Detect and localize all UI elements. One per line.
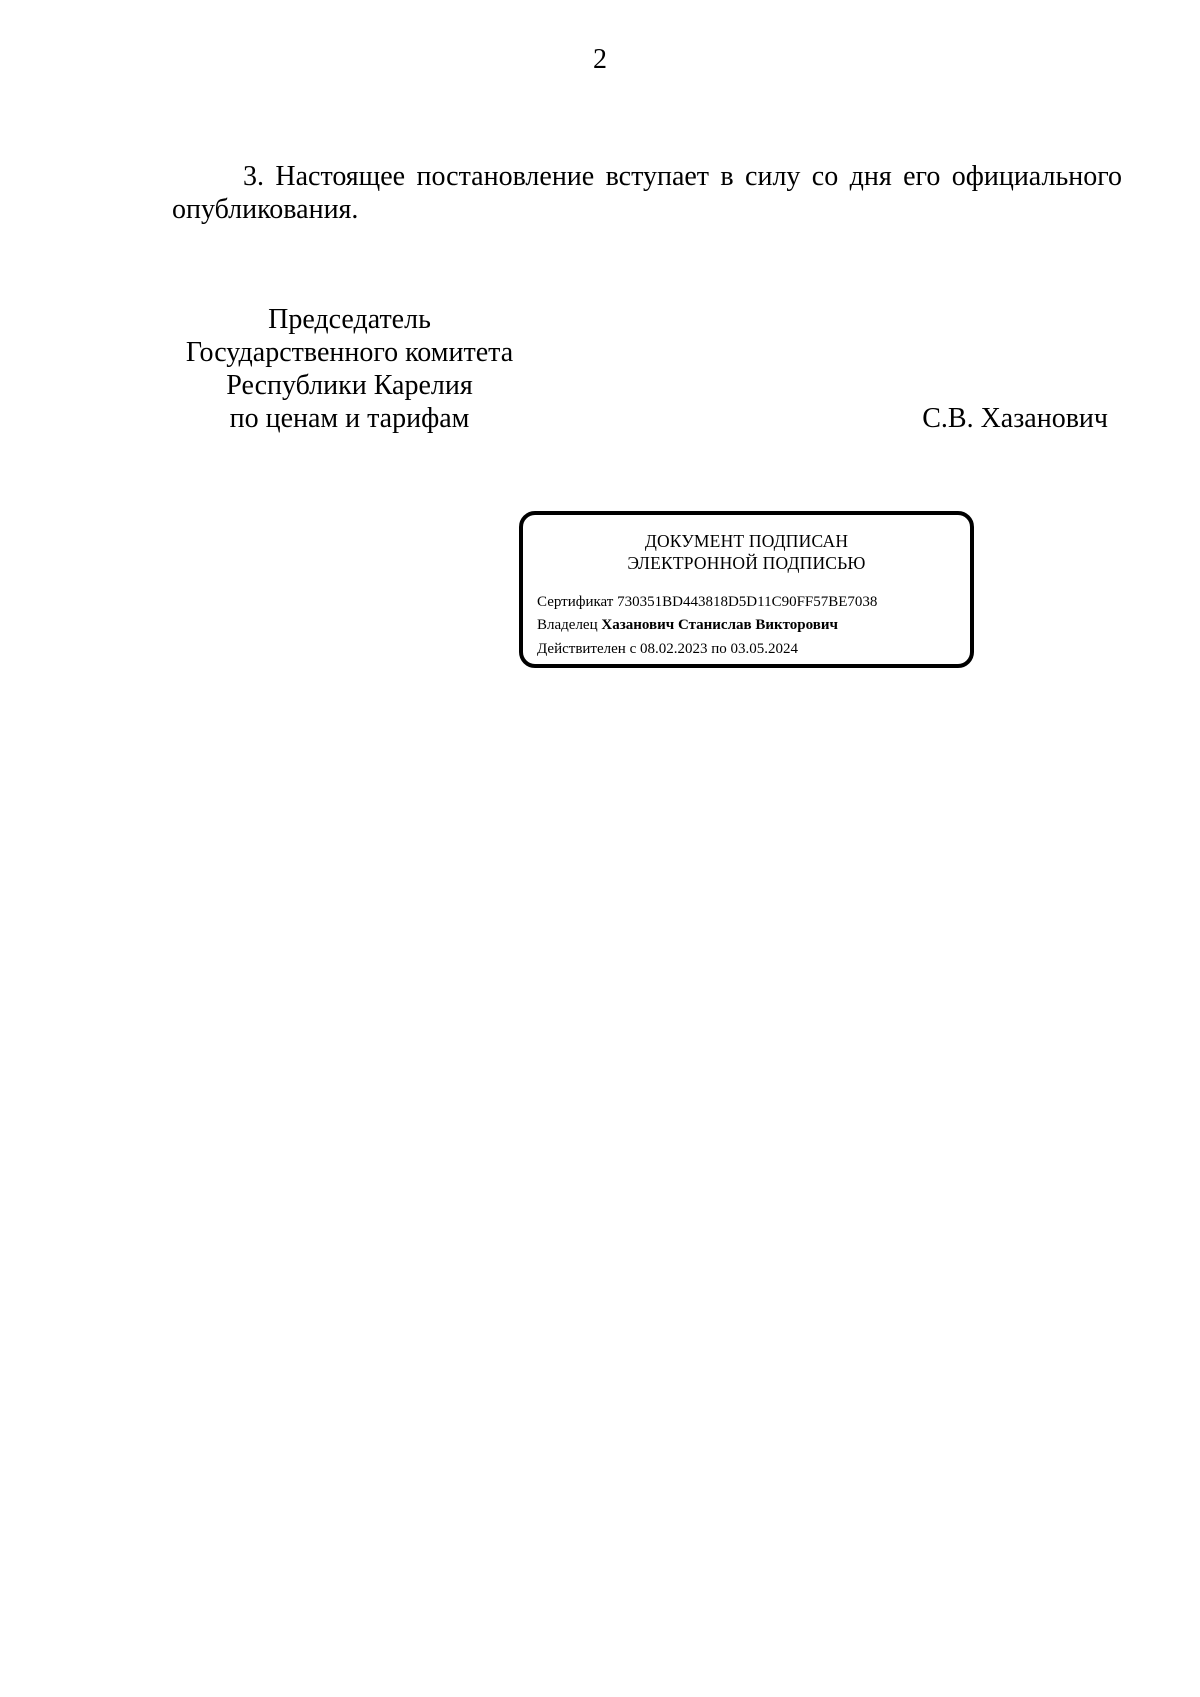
body-paragraph: 3. Настоящее постановление вступает в силу со дня его официального опубликования. xyxy=(172,161,1122,225)
valid-from-label: с xyxy=(629,641,637,657)
signer-position xyxy=(172,303,527,435)
owner-label: Владелец xyxy=(537,617,598,633)
signer-position-line: Республики Карелия xyxy=(226,370,473,401)
stamp-certificate xyxy=(537,592,877,612)
valid-from-date: 08.02.2023 xyxy=(639,641,708,657)
signer-name: С.В. Хазанович xyxy=(922,403,1108,434)
stamp-title xyxy=(523,530,970,574)
certificate-value: 730351BD443818D5D11C90FF57BE7038 xyxy=(617,594,878,610)
page-number: 2 xyxy=(593,44,607,75)
signer-position-line: Государственного комитета xyxy=(185,337,514,368)
valid-label: Действителен xyxy=(537,641,626,657)
electronic-signature-stamp xyxy=(519,511,974,668)
owner-value: Хазанович Станислав Викторович xyxy=(601,617,838,633)
stamp-title-line: ЭЛЕКТРОННОЙ ПОДПИСЬЮ xyxy=(627,553,866,573)
stamp-owner xyxy=(537,615,838,635)
valid-to-label: по xyxy=(711,641,727,657)
signer-position-line: по ценам и тарифам xyxy=(229,403,470,434)
valid-to-date: 03.05.2024 xyxy=(730,641,799,657)
stamp-title-line: ДОКУМЕНТ ПОДПИСАН xyxy=(644,531,849,551)
stamp-validity xyxy=(537,639,798,659)
certificate-label: Сертификат xyxy=(537,594,614,610)
signer-position-line: Председатель xyxy=(268,304,431,335)
